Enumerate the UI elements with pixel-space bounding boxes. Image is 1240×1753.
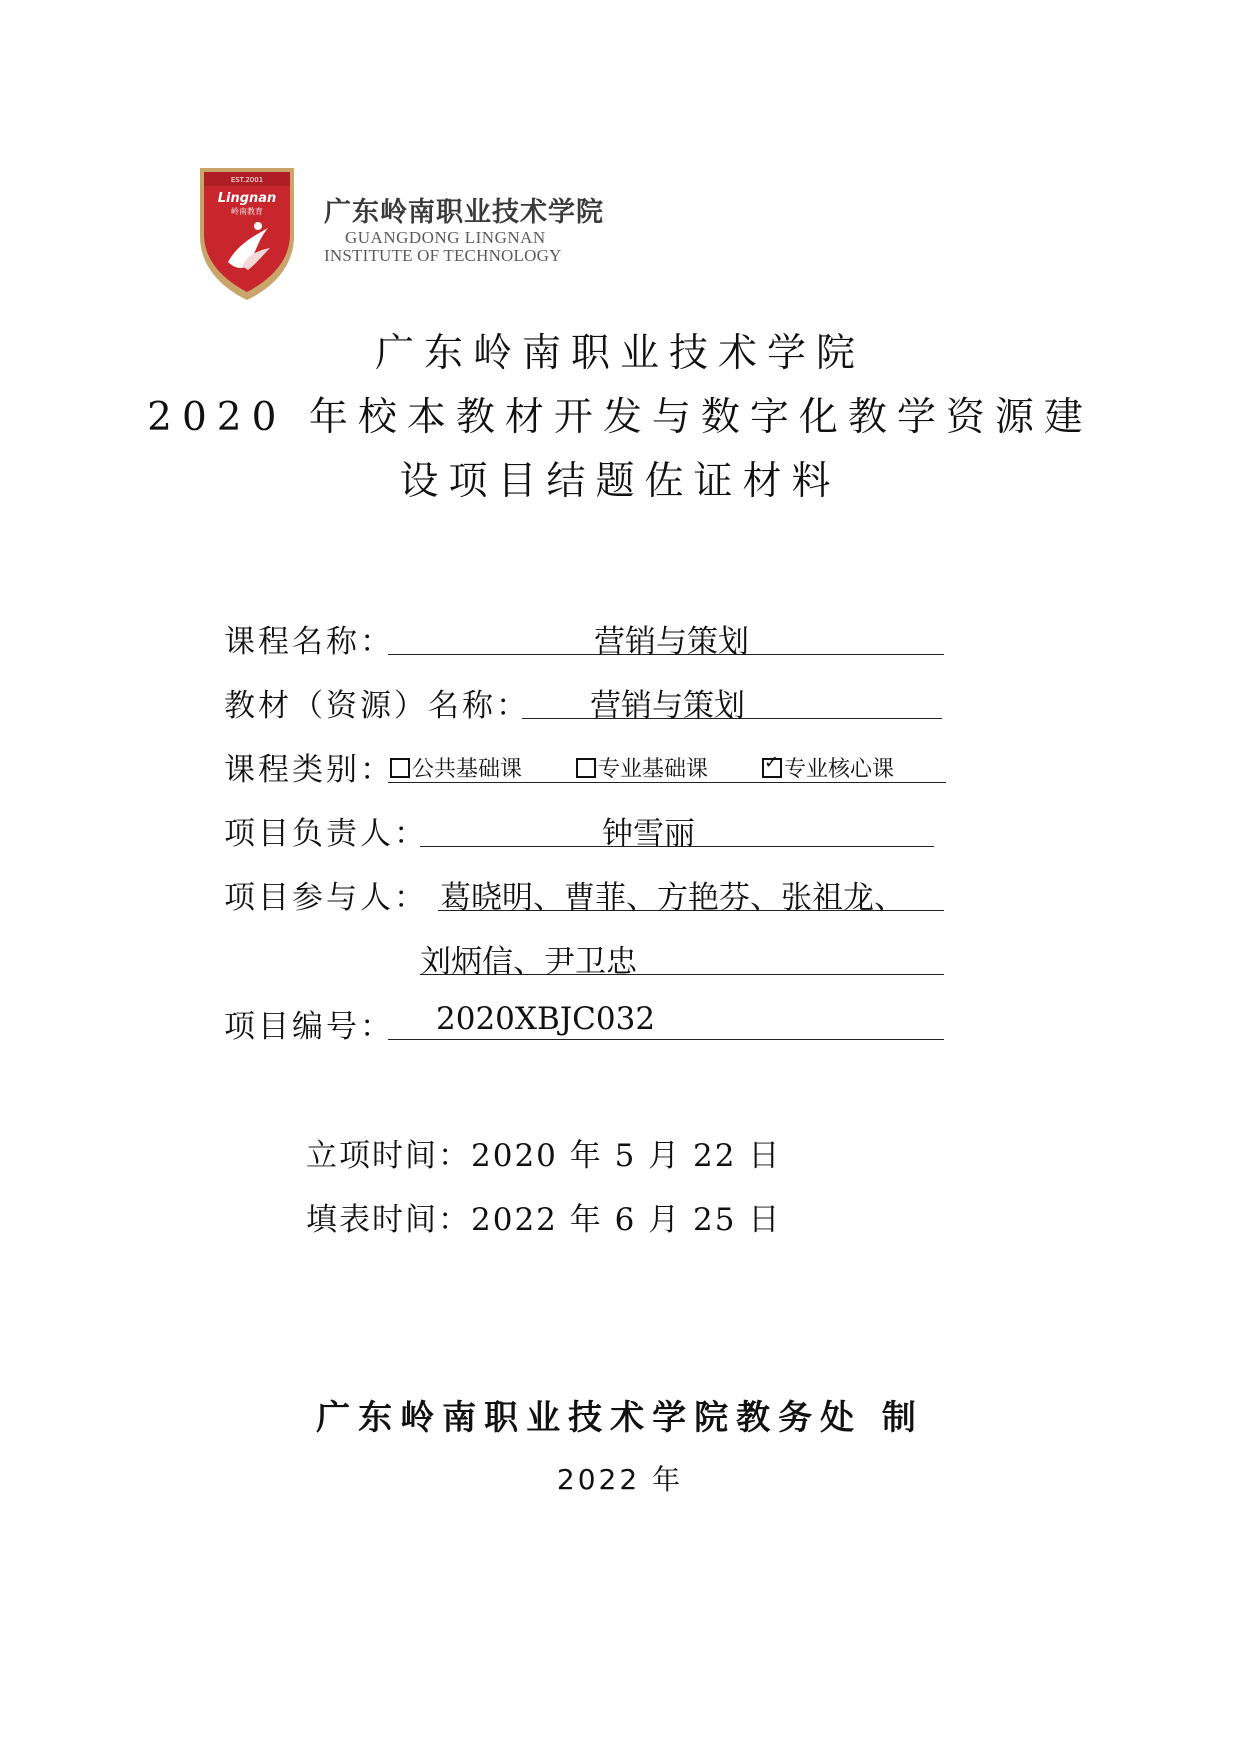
course-name-label: 课程名称：: [224, 624, 394, 660]
svg-text:Lingnan: Lingnan: [217, 191, 277, 206]
textbook-name-label: 教材（资源）名称：: [224, 688, 530, 724]
project-leader-label: 项目负责人：: [224, 816, 428, 852]
participants-value-line1: 葛晓明、曹菲、方艳芬、张祖龙、: [440, 880, 905, 916]
shield-emblem-icon: [198, 166, 296, 302]
svg-text:EST.2001: EST.2001: [230, 176, 264, 184]
institute-logo: [198, 166, 618, 302]
project-number-label: 项目编号：: [224, 1009, 394, 1045]
course-category-label: 课程类别：: [224, 752, 394, 788]
course-name-value: 营销与策划: [594, 624, 749, 660]
title-line-2: 2020 年校本教材开发与数字化教学资源建: [147, 395, 1093, 440]
participants-label: 项目参与人：: [224, 880, 428, 916]
category-option-major-core[interactable]: ✓ 专业核心课: [764, 752, 895, 782]
approval-date: 立项时间：2020 年 5 月 22 日: [306, 1138, 782, 1174]
category-option-major-basic[interactable]: 专业基础课: [576, 752, 708, 783]
title-line-3: 设项目结题佐证材料: [399, 459, 841, 504]
title-line-1: 广东岭南职业技术学院: [374, 331, 865, 376]
textbook-name-value: 营销与策划: [590, 688, 745, 724]
participants-value-line2: 刘炳信、尹卫忠: [420, 944, 637, 980]
logo-name-en-line2: INSTITUTE OF TECHNOLOGY: [324, 246, 562, 265]
svg-text:岭南教育: 岭南教育: [231, 207, 263, 216]
project-number-value: 2020XBJC032: [436, 1001, 656, 1037]
checkbox-unchecked-icon[interactable]: [576, 758, 596, 778]
issuing-office: 广东岭南职业技术学院教务处 制: [316, 1398, 924, 1438]
project-leader-value: 钟雪丽: [602, 816, 695, 852]
logo-name-cn: 广东岭南职业技术学院: [324, 197, 604, 228]
issue-year: 2022 年: [556, 1463, 684, 1496]
filled-date: 填表时间：2022 年 6 月 25 日: [306, 1202, 782, 1238]
checkbox-unchecked-icon[interactable]: [390, 758, 410, 778]
category-option-public-basic[interactable]: 公共基础课: [390, 752, 522, 783]
logo-name-en-line1: GUANGDONG LINGNAN: [345, 228, 546, 247]
checkbox-checked-icon[interactable]: ✓: [762, 758, 782, 778]
